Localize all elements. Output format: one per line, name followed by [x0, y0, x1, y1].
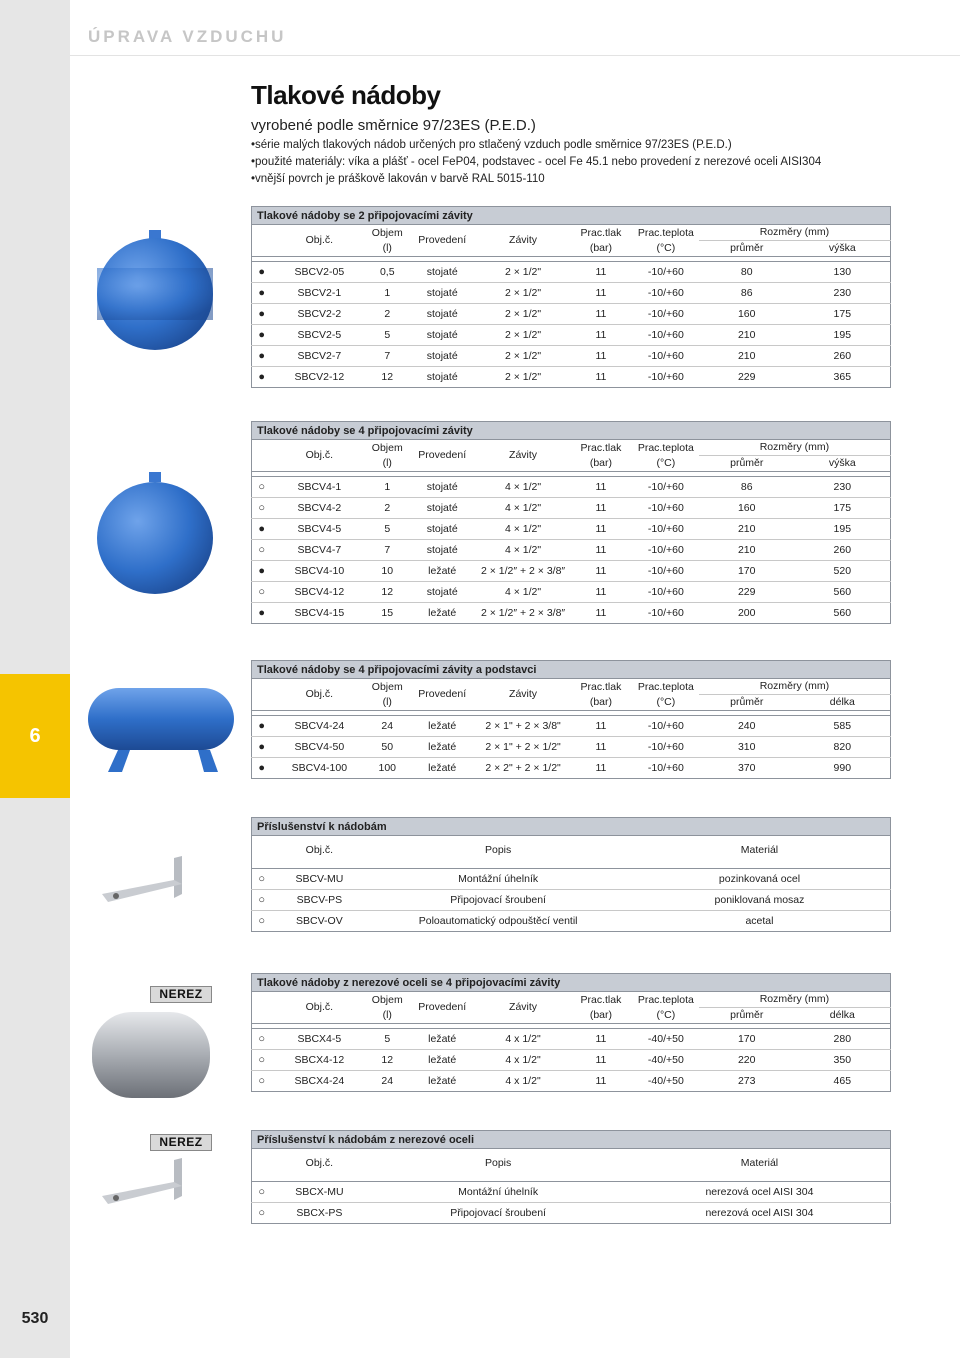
availability-icon: ○	[258, 894, 266, 906]
table-cell: -10/+60	[647, 523, 684, 535]
table-cell: -10/+60	[647, 762, 684, 774]
table-accessories	[251, 817, 891, 932]
table-cell: 11	[595, 544, 607, 556]
col-objem: Objem	[371, 441, 403, 454]
table-row	[252, 890, 891, 911]
table-cell: 465	[833, 1075, 852, 1087]
table-cell: -10/+60	[647, 287, 684, 299]
table-cell: 260	[833, 544, 852, 556]
table-cell: 350	[833, 1054, 852, 1066]
stainless-tank-image	[88, 1008, 214, 1102]
col-obj: Obj.č.	[271, 440, 367, 472]
availability-icon: ○	[258, 586, 266, 598]
table-cell: 7	[384, 350, 391, 362]
table-cell: 2 × 1/2"	[504, 329, 542, 341]
table-cell: SBCX-PS	[296, 1207, 343, 1219]
page-title: Tlakové nádoby	[251, 80, 441, 110]
table-cell: nerezová ocel AISI 304	[705, 1186, 814, 1198]
col-provedeni: Provedení	[407, 440, 477, 472]
table-cell: ležaté	[428, 741, 457, 753]
table-cell: SBCV-OV	[296, 915, 343, 927]
table-cell: SBCV4-10	[294, 565, 345, 577]
table-cell: 1	[384, 287, 391, 299]
col-prumer: průměr	[699, 241, 795, 257]
feature-list	[251, 137, 821, 188]
table-cell: 11	[595, 565, 607, 577]
col-provedeni: Provedení	[407, 992, 477, 1024]
table-cell: 260	[833, 350, 852, 362]
table-cell: 585	[833, 720, 852, 732]
table-cell: -10/+60	[647, 720, 684, 732]
table-cell: 820	[833, 741, 852, 753]
col-rozmery: Rozměry (mm)	[699, 440, 891, 456]
col-tlak-unit: (bar)	[589, 456, 612, 469]
table-cell: Montážní úhelník	[458, 873, 539, 885]
col-prumer: průměr	[699, 456, 795, 472]
table-cell: -10/+60	[647, 329, 684, 341]
table-cell: stojaté	[426, 308, 458, 320]
col-teplota: Prac.teplota	[637, 441, 694, 454]
table-cell: 11	[595, 523, 607, 535]
table-cell: stojaté	[426, 586, 458, 598]
table-cell: ležaté	[428, 1075, 457, 1087]
availability-icon: ○	[258, 544, 266, 556]
table-cell: -10/+60	[647, 266, 684, 278]
availability-icon: ●	[258, 741, 266, 753]
vertical-tank-2-ports-image	[95, 228, 215, 360]
table-cell: SBCV4-100	[291, 762, 348, 774]
col-objem: Objem	[371, 993, 403, 1006]
table-cell: 12	[381, 1054, 394, 1066]
table-cell: SBCV-MU	[295, 873, 344, 885]
col-popis: Popis	[367, 1149, 629, 1177]
table-cell: Připojovací šroubení	[450, 1207, 546, 1219]
col-zavity: Závity	[477, 440, 569, 472]
horizontal-tank-with-stand-image	[78, 682, 244, 778]
table-cell: nerezová ocel AISI 304	[705, 1207, 814, 1219]
table-cell: 195	[833, 523, 852, 535]
col-delka: délka	[795, 695, 891, 711]
table-row	[252, 367, 891, 388]
table-cell: -10/+60	[647, 371, 684, 383]
table-cell: 195	[833, 329, 852, 341]
table-cell: 170	[737, 1033, 756, 1045]
table-cell: 520	[833, 565, 852, 577]
table-cell: 210	[737, 544, 756, 556]
table-cell: 370	[737, 762, 756, 774]
table-caption: Tlakové nádoby se 4 připojovacími závity	[251, 421, 891, 440]
table-cell: 86	[740, 481, 753, 493]
table-cell: 5	[384, 329, 391, 341]
col-rozmery: Rozměry (mm)	[699, 225, 891, 241]
table-cell: 560	[833, 586, 852, 598]
table-cell: 11	[595, 741, 607, 753]
page-number: 530	[21, 1310, 49, 1327]
col-zavity: Závity	[477, 679, 569, 711]
table-row	[252, 758, 891, 779]
table-cell: 310	[737, 741, 756, 753]
table-row	[252, 869, 891, 890]
table-cell: 15	[381, 607, 394, 619]
availability-icon: ●	[258, 266, 266, 278]
col-tlak-unit: (bar)	[589, 241, 612, 254]
col-teplota-unit: (°C)	[656, 241, 676, 254]
col-objem-unit: (l)	[382, 456, 392, 469]
table-cell: 11	[595, 1033, 607, 1045]
table-cell: ležaté	[428, 607, 457, 619]
table-row	[252, 582, 891, 603]
table-cell: 1	[384, 481, 391, 493]
section-title: ÚPRAVA VZDUCHU	[88, 27, 287, 46]
table-cell: ležaté	[428, 720, 457, 732]
col-popis: Popis	[367, 836, 629, 864]
table-cell: SBCV2-2	[297, 308, 342, 320]
col-tlak: Prac.tlak	[580, 680, 622, 693]
table-cell: ležaté	[428, 1033, 457, 1045]
table-cell: -40/+50	[647, 1033, 684, 1045]
chapter-tab: 6	[0, 674, 70, 798]
availability-icon: ●	[258, 350, 266, 362]
availability-icon: ○	[258, 1033, 266, 1045]
table-cell: 4 × 1/2"	[504, 544, 542, 556]
table-cell: 200	[737, 607, 756, 619]
table-cell: 11	[595, 586, 607, 598]
availability-icon: ○	[258, 1207, 266, 1219]
table-row	[252, 1203, 891, 1224]
table-cell: SBCV4-5	[297, 523, 342, 535]
col-zavity: Závity	[477, 225, 569, 257]
table-cell: SBCX-MU	[295, 1186, 344, 1198]
table-cell: SBCV4-15	[294, 607, 345, 619]
table-cell: stojaté	[426, 544, 458, 556]
table-cell: 12	[381, 586, 394, 598]
table-cell: 4 × 1/2"	[504, 502, 542, 514]
table-row	[252, 737, 891, 758]
table-cell: 990	[833, 762, 852, 774]
col-provedeni: Provedení	[407, 225, 477, 257]
table-cell: 2 × 1/2"	[504, 266, 542, 278]
table-cell: acetal	[745, 915, 774, 927]
table-cell: SBCX4-12	[294, 1054, 345, 1066]
table-cell: 2 × 1/2″ + 2 × 3/8″	[480, 565, 566, 577]
table-cell: SBCV2-1	[297, 287, 342, 299]
table-cell: -10/+60	[647, 607, 684, 619]
table-cell: 210	[737, 523, 756, 535]
table-cell: 11	[595, 308, 607, 320]
table-cell: 210	[737, 329, 756, 341]
availability-icon: ○	[258, 481, 266, 493]
availability-icon: ○	[258, 873, 266, 885]
col-tlak-unit: (bar)	[589, 695, 612, 708]
table-cell: 86	[740, 287, 753, 299]
availability-icon: ●	[258, 607, 266, 619]
table-row	[252, 1029, 891, 1050]
table-cell: SBCV2-5	[297, 329, 342, 341]
table-cell: 11	[595, 287, 607, 299]
table-cell: SBCV4-12	[294, 586, 345, 598]
col-delka: délka	[795, 1008, 891, 1024]
table-cell: 11	[595, 371, 607, 383]
table-row	[252, 477, 891, 498]
col-obj: Obj.č.	[271, 1149, 367, 1177]
table-cell: -10/+60	[647, 350, 684, 362]
table-cell: 2 × 1" + 2 × 1/2"	[485, 741, 561, 753]
table-row	[252, 1071, 891, 1092]
table-cell: -10/+60	[647, 741, 684, 753]
availability-icon: ●	[258, 565, 266, 577]
table-cell: 24	[381, 1075, 394, 1087]
table-cell: 11	[595, 720, 607, 732]
table-cell: 229	[737, 371, 756, 383]
table-cell: 2 × 1/2"	[504, 350, 542, 362]
col-obj: Obj.č.	[271, 679, 367, 711]
nerez-badge: NEREZ	[150, 986, 212, 1003]
table-cell: 80	[740, 266, 753, 278]
table-cell: 560	[833, 607, 852, 619]
table-cell: -10/+60	[647, 586, 684, 598]
table-cell: stojaté	[426, 371, 458, 383]
table-cell: 11	[595, 266, 607, 278]
table-cell: 50	[381, 741, 394, 753]
table-2-port-tanks	[251, 206, 891, 388]
table-cell: 11	[595, 481, 607, 493]
table-row	[252, 716, 891, 737]
col-objem-unit: (l)	[382, 241, 392, 254]
table-cell: 11	[595, 502, 607, 514]
table-row	[252, 262, 891, 283]
col-teplota-unit: (°C)	[656, 695, 676, 708]
availability-icon: ●	[258, 720, 266, 732]
table-caption: Příslušenství k nádobám	[251, 817, 891, 836]
table-cell: 4 × 1/2"	[504, 523, 542, 535]
availability-icon: ●	[258, 329, 266, 341]
table-cell: SBCV2-12	[294, 371, 345, 383]
table-cell: 4 x 1/2"	[505, 1033, 541, 1045]
col-prumer: průměr	[699, 1008, 795, 1024]
table-cell: SBCV4-24	[294, 720, 345, 732]
table-cell: 229	[737, 586, 756, 598]
table-cell: 4 × 1/2"	[504, 586, 542, 598]
table-cell: SBCV4-50	[294, 741, 345, 753]
table-cell: -10/+60	[647, 565, 684, 577]
table-cell: 365	[833, 371, 852, 383]
table-cell: 273	[737, 1075, 756, 1087]
table-cell: 12	[381, 371, 394, 383]
table-cell: 160	[737, 308, 756, 320]
table-cell: 2 × 2" + 2 × 1/2"	[485, 762, 561, 774]
table-cell: SBCV-PS	[296, 894, 343, 906]
col-vyska: výška	[795, 241, 891, 257]
table-cell: 2 × 1/2″ + 2 × 3/8″	[480, 607, 566, 619]
table-row	[252, 1182, 891, 1203]
col-tlak-unit: (bar)	[589, 1008, 612, 1021]
col-objem: Objem	[371, 680, 403, 693]
table-cell: poniklovaná mosaz	[714, 894, 805, 906]
col-rozmery: Rozměry (mm)	[699, 992, 891, 1008]
table-cell: 160	[737, 502, 756, 514]
table-cell: pozinkovaná ocel	[718, 873, 801, 885]
table-row	[252, 304, 891, 325]
table-cell: 11	[595, 762, 607, 774]
table-cell: SBCV2-05	[294, 266, 345, 278]
table-cell: -40/+50	[647, 1075, 684, 1087]
col-vyska: výška	[795, 456, 891, 472]
table-cell: SBCV4-2	[297, 502, 342, 514]
col-teplota-unit: (°C)	[656, 1008, 676, 1021]
table-cell: SBCX4-5	[297, 1033, 342, 1045]
table-cell: stojaté	[426, 523, 458, 535]
table-cell: stojaté	[426, 350, 458, 362]
table-cell: 240	[737, 720, 756, 732]
availability-icon: ●	[258, 287, 266, 299]
table-cell: 130	[833, 266, 852, 278]
col-rozmery: Rozměry (mm)	[699, 679, 891, 695]
table-cell: 11	[595, 1054, 607, 1066]
table-cell: 2 × 1" + 2 × 3/8"	[485, 720, 561, 732]
availability-icon: ●	[258, 523, 266, 535]
col-tlak: Prac.tlak	[580, 441, 622, 454]
table-cell: 0,5	[379, 266, 395, 278]
col-obj: Obj.č.	[271, 225, 367, 257]
table-cell: 175	[833, 308, 852, 320]
table-row	[252, 561, 891, 582]
table-cell: stojaté	[426, 266, 458, 278]
table-cell: ležaté	[428, 1054, 457, 1066]
col-provedeni: Provedení	[407, 679, 477, 711]
table-cell: 11	[595, 329, 607, 341]
col-objem-unit: (l)	[382, 695, 392, 708]
table-row	[252, 283, 891, 304]
table-cell: 2	[384, 308, 391, 320]
table-row	[252, 346, 891, 367]
table-cell: stojaté	[426, 329, 458, 341]
table-cell: 11	[595, 1075, 607, 1087]
table-stainless-accessories	[251, 1130, 891, 1224]
table-cell: 170	[737, 565, 756, 577]
table-cell: Poloautomatický odpouštěcí ventil	[418, 915, 578, 927]
col-material: Materiál	[629, 1149, 891, 1177]
table-4-port-tanks	[251, 421, 891, 624]
feature-item: • série malých tlakových nádob určených pro stlačený vzduch podle směrnice 97/23ES (P.E.D.)	[251, 137, 821, 154]
table-cell: -10/+60	[647, 502, 684, 514]
table-cell: 2 × 1/2"	[504, 308, 542, 320]
table-row	[252, 603, 891, 624]
col-teplota-unit: (°C)	[656, 456, 676, 469]
availability-icon: ●	[258, 371, 266, 383]
mounting-bracket-image	[98, 854, 208, 912]
table-caption: Tlakové nádoby z nerezové oceli se 4 připojovacími závity	[251, 973, 891, 992]
table-cell: -10/+60	[647, 544, 684, 556]
table-cell: SBCV4-1	[297, 481, 342, 493]
col-prumer: průměr	[699, 695, 795, 711]
col-material: Materiál	[629, 836, 891, 864]
table-cell: stojaté	[426, 481, 458, 493]
table-cell: 175	[833, 502, 852, 514]
table-cell: 230	[833, 287, 852, 299]
header-divider	[70, 55, 960, 56]
nerez-badge: NEREZ	[150, 1134, 212, 1151]
stainless-bracket-image	[98, 1156, 208, 1214]
table-cell: ležaté	[428, 565, 457, 577]
table-cell: 24	[381, 720, 394, 732]
table-cell: SBCV4-7	[297, 544, 342, 556]
col-tlak: Prac.tlak	[580, 993, 622, 1006]
table-cell: SBCX4-24	[294, 1075, 345, 1087]
table-cell: Připojovací šroubení	[450, 894, 546, 906]
table-tanks-with-stand	[251, 660, 891, 779]
table-cell: 220	[737, 1054, 756, 1066]
availability-icon: ●	[258, 762, 266, 774]
table-cell: -10/+60	[647, 308, 684, 320]
col-obj: Obj.č.	[271, 836, 367, 864]
col-zavity: Závity	[477, 992, 569, 1024]
table-cell: 4 × 1/2"	[504, 481, 542, 493]
page-subtitle: vyrobené podle směrnice 97/23ES (P.E.D.)	[251, 117, 536, 134]
table-cell: 230	[833, 481, 852, 493]
table-cell: ležaté	[428, 762, 457, 774]
availability-icon: ○	[258, 1186, 266, 1198]
col-teplota: Prac.teplota	[637, 993, 694, 1006]
availability-icon: ○	[258, 502, 266, 514]
table-stainless-tanks	[251, 973, 891, 1092]
table-row	[252, 1050, 891, 1071]
table-cell: stojaté	[426, 502, 458, 514]
table-cell: 10	[381, 565, 394, 577]
table-cell: 5	[384, 523, 391, 535]
table-cell: 2 × 1/2"	[504, 371, 542, 383]
table-cell: SBCV2-7	[297, 350, 342, 362]
table-caption: Tlakové nádoby se 2 připojovacími závity	[251, 206, 891, 225]
table-cell: Montážní úhelník	[458, 1186, 539, 1198]
table-cell: 210	[737, 350, 756, 362]
table-row	[252, 540, 891, 561]
col-teplota: Prac.teplota	[637, 226, 694, 239]
availability-icon: ●	[258, 308, 266, 320]
col-teplota: Prac.teplota	[637, 680, 694, 693]
availability-icon: ○	[258, 1075, 266, 1087]
table-cell: 100	[378, 762, 397, 774]
col-objem-unit: (l)	[382, 1008, 392, 1021]
table-cell: 4 x 1/2"	[505, 1054, 541, 1066]
table-cell: 2	[384, 502, 391, 514]
feature-item: • vnější povrch je práškově lakován v barvě RAL 5015-110	[251, 171, 821, 188]
table-cell: 5	[384, 1033, 391, 1045]
table-row	[252, 911, 891, 932]
availability-icon: ○	[258, 1054, 266, 1066]
table-cell: -40/+50	[647, 1054, 684, 1066]
table-cell: 7	[384, 544, 391, 556]
table-cell: stojaté	[426, 287, 458, 299]
col-tlak: Prac.tlak	[580, 226, 622, 239]
table-caption: Tlakové nádoby se 4 připojovacími závity a podstavci	[251, 660, 891, 679]
col-obj: Obj.č.	[271, 992, 367, 1024]
availability-icon: ○	[258, 915, 266, 927]
table-cell: 11	[595, 607, 607, 619]
table-cell: -10/+60	[647, 481, 684, 493]
table-cell: 2 × 1/2"	[504, 287, 542, 299]
table-row	[252, 498, 891, 519]
table-row	[252, 519, 891, 540]
table-cell: 4 x 1/2"	[505, 1075, 541, 1087]
table-caption: Příslušenství k nádobám z nerezové oceli	[251, 1130, 891, 1149]
table-cell: 280	[833, 1033, 852, 1045]
vertical-tank-4-ports-image	[95, 470, 215, 602]
table-row	[252, 325, 891, 346]
col-objem: Objem	[371, 226, 403, 239]
table-cell: 11	[595, 350, 607, 362]
feature-item: • použité materiály: víka a plášť - ocel FeP04, podstavec - ocel Fe 45.1 nebo provedení z nerezové oceli AISI304	[251, 154, 821, 171]
